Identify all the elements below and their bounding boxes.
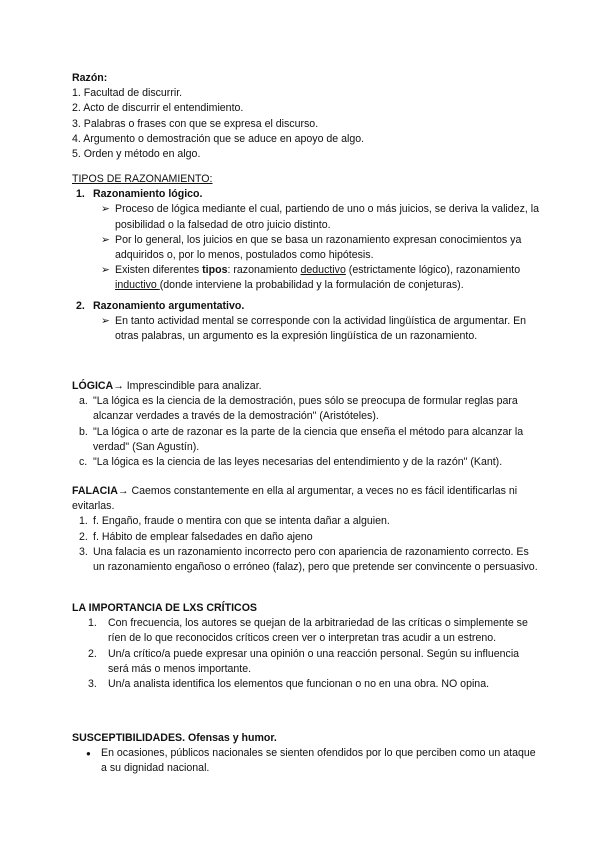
logica-item-c [72, 455, 542, 470]
tipos-bold: tipos [202, 264, 228, 277]
logica-item-a-text: "La lógica es la ciencia de la demostración, pues sólo se preocupa de formular reglas para alcanzar verdades a través de la demostración" (Aristóteles). [93, 395, 518, 423]
arrow-bullet-icon: ➢ [101, 264, 110, 277]
razon-item-2: 2. Acto de discurrir el entendimiento. [72, 102, 244, 115]
razon-item-5: 5. Orden y método en algo. [72, 148, 201, 161]
falacia-item-1-text: f. Engaño, fraude o mentira con que se intenta dañar a alguien. [93, 515, 390, 528]
tipos-section [72, 172, 542, 344]
razon-item-1: 1. Facultad de discurrir. [72, 87, 183, 100]
susceptibilidades-section [72, 731, 542, 777]
list-number: 2. [79, 530, 88, 543]
importancia-item-1-text: Con frecuencia, los autores se quejan de la arbitrariedad de las críticas o simplemente se ríen de lo que reconocidos críticos creen ver o interpretan tras acudir a un estreno. [108, 617, 528, 645]
susceptibilidades-heading: SUSCEPTIBILIDADES. Ofensas y humor. [72, 732, 277, 744]
argumentativo-bullet-1-text: En tanto actividad mental se corresponde con la actividad lingüística de argumentar. En otras palabras, un argumento es la expresión lingüística de un razonamiento. [115, 314, 527, 343]
logico-bullet-3 [72, 263, 542, 293]
logica-section [72, 379, 542, 470]
razonamiento-argumentativo-heading [72, 299, 542, 314]
susceptibilidades-item-1-text: En ocasiones, públicos nacionales se sienten ofendidos por lo que perciben como un ataque a su dignidad nacional. [101, 747, 536, 775]
falacia-item-3-text: Una falacia es un razonamiento incorrecto pero con apariencia de razonamiento correcto. Es un razonamiento engañoso o erróneo (falaz), pero que pretende ser convincente o persuasivo. [93, 545, 538, 574]
importancia-section [72, 601, 542, 692]
logica-item-c-text: "La lógica es la ciencia de las leyes necesarias del entendimiento y de la razón" (Kant). [93, 456, 503, 469]
arrow-bullet-icon: ➢ [101, 233, 110, 246]
falacia-section [72, 484, 542, 575]
arrow-bullet-icon: ➢ [101, 314, 110, 327]
list-number: 2. [88, 647, 97, 660]
falacia-item-1 [72, 514, 542, 529]
importancia-heading: LA IMPORTANCIA DE LXS CRÍTICOS [72, 602, 257, 614]
razonamiento-logico-title: Razonamiento lógico. [93, 188, 203, 201]
bullet-dot-icon: ● [86, 749, 91, 759]
logica-heading: LÓGICA→ Imprescindible para analizar. [72, 380, 262, 392]
logico-bullet-2-text: Por lo general, los juicios en que se basa un razonamiento expresan conocimientos ya adquiridos o, por lo menos, postulados como hipótesis. [115, 233, 522, 262]
list-letter: a. [79, 395, 88, 408]
falacia-item-3 [72, 545, 542, 575]
list-number: 1. [88, 617, 97, 630]
logica-item-a [72, 394, 542, 424]
razon-heading: Razón: [72, 72, 108, 84]
logico-bullet-3-text: Existen diferentes tipos: razonamiento deductivo (estrictamente lógico), razonamiento inductivo (donde interviene la probabilidad y la formulación de conjeturas). [115, 264, 521, 292]
importancia-item-2-text: Un/a crítico/a puede expresar una opinión o una reacción personal. Según su influencia será más o menos importante. [108, 647, 520, 675]
importancia-item-3 [72, 677, 542, 692]
falacia-heading: FALACIA→ Caemos constantemente en ella al argumentar, a veces no es fácil identificarlas ni evitarlas. [72, 485, 518, 513]
right-arrow-icon: → [117, 485, 129, 497]
logica-item-b-text: "La lógica o arte de razonar es la parte de la ciencia que enseña el método para alcanzar la verdad" (San Agustín). [93, 425, 524, 453]
razon-item-4: 4. Argumento o demostración que se aduce en apoyo de algo. [72, 132, 365, 145]
susceptibilidades-item-1 [72, 746, 542, 776]
razon-item-3: 3. Palabras o frases con que se expresa el discurso. [72, 117, 319, 130]
list-number: 3. [88, 678, 97, 691]
list-number: 2. [76, 299, 85, 312]
arrow-bullet-icon: ➢ [101, 203, 110, 216]
logico-bullet-1-text: Proceso de lógica mediante el cual, partiendo de uno o más juicios, se deriva la validez, la posibilidad o la falsedad de otro juicio distinto. [115, 203, 539, 231]
tipos-heading: TIPOS DE RAZONAMIENTO: [72, 173, 213, 185]
importancia-item-1 [72, 616, 542, 646]
argumentativo-bullet-1 [72, 314, 542, 344]
deductivo-term: deductivo [300, 264, 346, 277]
razon-section [72, 71, 542, 162]
list-number: 1. [76, 188, 85, 201]
falacia-item-2 [72, 530, 542, 545]
inductivo-term: inductivo [115, 279, 160, 292]
list-number: 3. [79, 545, 88, 558]
importancia-item-2 [72, 647, 542, 677]
right-arrow-icon: → [113, 380, 124, 392]
importancia-item-3-text: Un/a analista identifica los elementos que funcionan o no en una obra. NO opina. [108, 678, 490, 691]
list-letter: b. [79, 425, 88, 438]
list-number: 1. [79, 515, 88, 528]
logica-item-b [72, 425, 542, 455]
logico-bullet-2 [72, 233, 542, 263]
razonamiento-logico-heading [72, 187, 542, 202]
logico-bullet-1 [72, 202, 542, 232]
list-letter: c. [79, 456, 88, 469]
razonamiento-argumentativo-title: Razonamiento argumentativo. [93, 299, 245, 312]
falacia-item-2-text: f. Hábito de emplear falsedades en daño ajeno [93, 530, 313, 543]
